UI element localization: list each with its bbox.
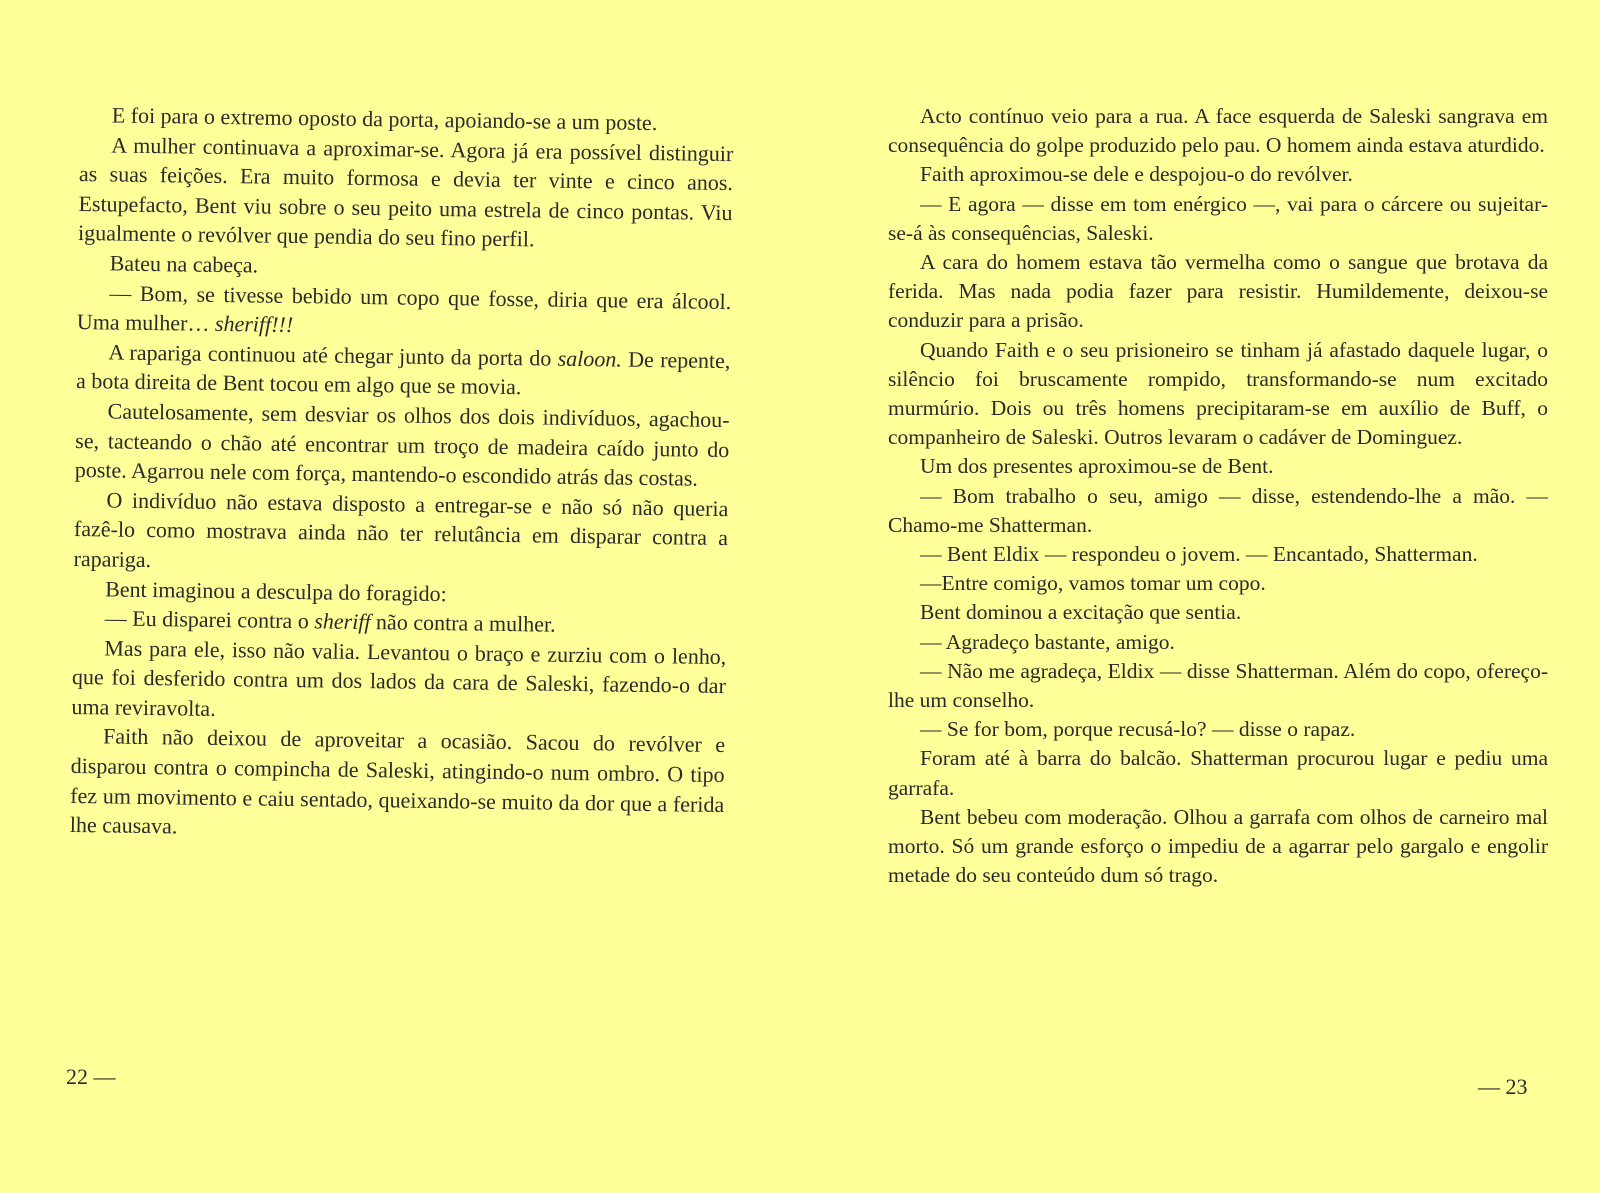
text-run: Foram até à barra do balcão. Shatterman procurou lugar e pediu uma garrafa. <box>888 746 1548 800</box>
paragraph <box>888 102 1548 160</box>
text-run: O indivíduo não estava disposto a entregar-se e não só não queria fazê-lo como mostrava ainda não ter relutância em disparar contra a rapariga. <box>73 487 729 572</box>
text-run: Cautelosamente, sem desviar os olhos dos dois indivíduos, agachou-se, tacteando o chão até encontrar um troço de madeira caído junto do poste. Agarrou nele com força, mantendo-o escondido atrás das costas. <box>74 398 730 491</box>
paragraph <box>888 628 1548 657</box>
text-run: — Não me agradeça, Eldix — disse Shatterman. Além do copo, ofereço-lhe um conselho. <box>888 658 1548 713</box>
text-run: A cara do homem estava tão vermelha como o sangue que brotava da ferida. Mas nada podia fazer para resistir. Humildemente, deixou-se conduzir para a prisão. <box>888 250 1548 333</box>
paragraph <box>888 715 1548 744</box>
paragraph <box>888 160 1548 189</box>
paragraph <box>888 190 1548 248</box>
paragraph <box>888 598 1548 627</box>
text-run: — Se for bom, porque recusá-lo? — disse o rapaz. <box>920 717 1356 742</box>
text-run: Faith não deixou de aproveitar a ocasião. Sacou do revólver e disparou contra o compincha de Saleski, atingindo-o num ombro. O tipo fez um movimento e caiu sentado, queixando-se muito da dor que a ferida lhe causava. <box>69 723 726 839</box>
paragraph <box>888 336 1548 453</box>
text-run: Faith aproximou-se dele e despojou-o do revólver. <box>920 162 1353 187</box>
paragraph <box>77 278 732 346</box>
page-number-right: — 23 <box>1478 1074 1528 1099</box>
paragraph <box>888 744 1548 802</box>
text-run: De repente, a bota direita de Bent tocou em algo que se movia. <box>75 346 731 400</box>
text-run: Bent dominou a excitação que sentia. <box>920 600 1242 625</box>
text-run: Um dos presentes aproximou-se de Bent. <box>920 454 1274 479</box>
paragraph <box>888 452 1548 481</box>
page-number-left: 22 — <box>66 1064 116 1089</box>
paragraph <box>76 337 731 405</box>
text-run: — Eu disparei contra o <box>104 605 315 634</box>
paragraph <box>888 803 1548 891</box>
text-run: Bent bebeu com moderação. Olhou a garrafa com olhos de carneiro mal morto. Só um grande esforço o impediu de a agarrar pelo gargalo e engolir metade do seu conteúdo dum só trago. <box>888 804 1548 888</box>
text-run: Quando Faith e o seu prisioneiro se tinham já afastado daquele lugar, o silêncio foi bruscamente rompido, transformando-se num excitado murmúrio. Dois ou três homens precipitaram-se em auxílio de Buff, o companheiro de Saleski. Outros levaram o cadáver de Dominguez. <box>888 337 1548 450</box>
paragraph <box>78 130 734 257</box>
paragraph <box>888 569 1548 598</box>
italic-text: sheriff <box>314 608 371 635</box>
text-run: E foi para o extremo oposto da porta, apoiando-se a um poste. <box>111 102 658 136</box>
paragraph <box>71 633 726 731</box>
text-run: — Agradeço bastante, amigo. <box>920 629 1175 654</box>
italic-text: saloon. <box>557 345 623 372</box>
italic-text: sheriff!!! <box>214 311 294 338</box>
text-run: —Entre comigo, vamos tomar um copo. <box>920 571 1266 596</box>
paragraph <box>888 657 1548 715</box>
paragraph <box>888 248 1548 336</box>
text-run: Acto contínuo veio para a rua. A face esquerda de Saleski sangrava em consequência do golpe produzido pelo pau. O homem ainda estava aturdido. <box>888 104 1548 158</box>
paragraph <box>888 540 1548 569</box>
text-run: — E agora — disse em tom enérgico —, vai para o cárcere ou sujeitar-se-á às consequências, Saleski. <box>888 191 1548 245</box>
text-run: Bateu na cabeça. <box>109 250 259 278</box>
text-run: — Bom, se tivesse bebido um copo que fosse, diria que era álcool. Uma mulher… <box>76 279 732 337</box>
paragraph <box>75 396 730 494</box>
paragraph <box>888 482 1548 540</box>
text-run: A rapariga continuou até chegar junto da porta do <box>108 339 558 371</box>
paragraph <box>73 485 728 583</box>
left-page-text <box>70 100 734 849</box>
text-run: Mas para ele, isso não valia. Levantou o braço e zurziu com o lenho, que foi desferido contra um dos lados da cara de Saleski, fazendo-o dar uma reviravolta. <box>71 635 727 721</box>
text-run: Bent imaginou a desculpa do foragido: <box>105 575 447 606</box>
text-run: não contra a mulher. <box>370 609 556 637</box>
text-run: — Bom trabalho o seu, amigo — disse, estendendo-lhe a mão. — Chamo-me Shatterman. <box>888 483 1548 537</box>
text-run: A mulher continuava a aproximar-se. Agora já era possível distinguir as suas feições. Era muito formosa e devia ter vinte e cinco anos. Estupefacto, Bent viu sobre o seu peito uma estrela de cinco pontas. Viu igualmente o revólver que pendia do seu fino perfil. <box>77 132 734 252</box>
right-page-text <box>888 102 1548 890</box>
text-run: — Bent Eldix — respondeu o jovem. — Encantado, Shatterman. <box>920 542 1478 567</box>
paragraph <box>70 721 726 848</box>
